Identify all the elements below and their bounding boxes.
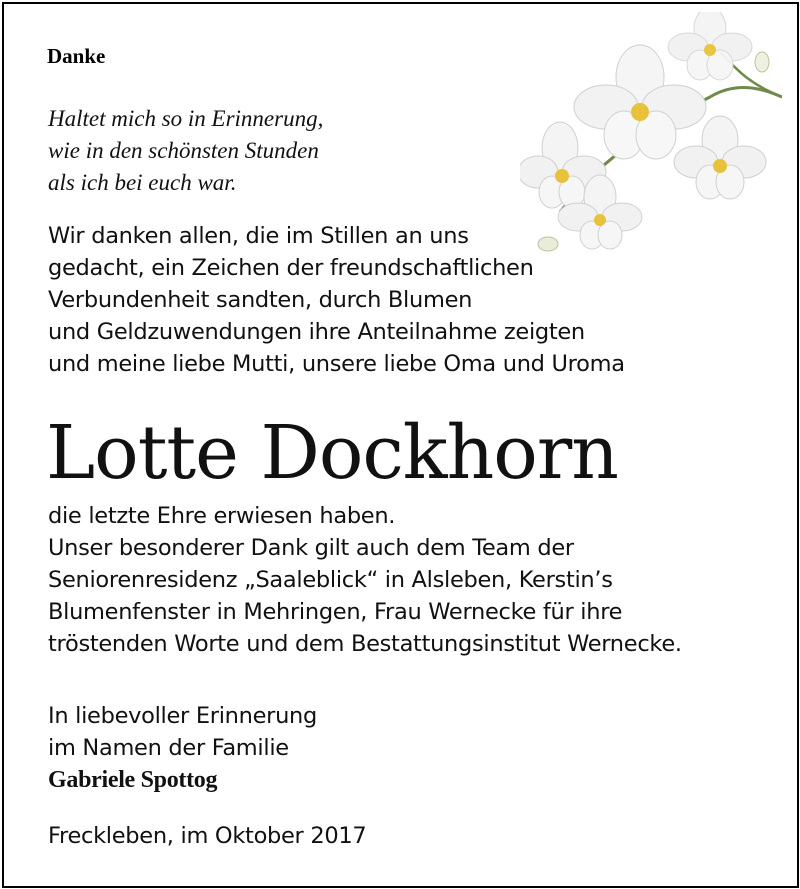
poem-line: Haltet mich so in Erinnerung, [48, 106, 324, 131]
poem [48, 103, 323, 199]
poem-line: als ich bei euch war. [48, 170, 237, 195]
text-line: und meine liebe Mutti, unsere liebe Oma und Uroma [48, 351, 625, 377]
deceased-name: Lotte Dockhorn [46, 410, 618, 496]
signer-name: Gabriele Spottog [48, 767, 218, 793]
text-line: In liebevoller Erinnerung [48, 703, 317, 729]
text-line: gedacht, ein Zeichen der freundschaftlichen [48, 255, 534, 281]
thanks-paragraph [48, 500, 682, 660]
text-line: Seniorenresidenz „Saaleblick“ in Alsleben, Kerstin’s [48, 567, 613, 593]
text-line: die letzte Ehre erwiesen haben. [48, 503, 396, 529]
text-line: im Namen der Familie [48, 735, 289, 761]
text-line: und Geldzuwendungen ihre Anteilnahme zeigten [48, 319, 585, 345]
text-line: Wir danken allen, die im Stillen an uns [48, 223, 469, 249]
text-line: Blumenfenster in Mehringen, Frau Wernecke für ihre [48, 599, 623, 625]
text-line: Unser besonderer Dank gilt auch dem Team der [48, 535, 574, 561]
text-line: Verbundenheit sandten, durch Blumen [48, 287, 473, 313]
heading: Danke [47, 44, 106, 68]
intro-paragraph [48, 220, 625, 380]
closing-block [48, 700, 317, 796]
poem-line: wie in den schönsten Stunden [48, 138, 319, 163]
place-date: Freckleben, im Oktober 2017 [48, 823, 367, 849]
text-line: tröstenden Worte und dem Bestattungsinstitut Wernecke. [48, 631, 682, 657]
